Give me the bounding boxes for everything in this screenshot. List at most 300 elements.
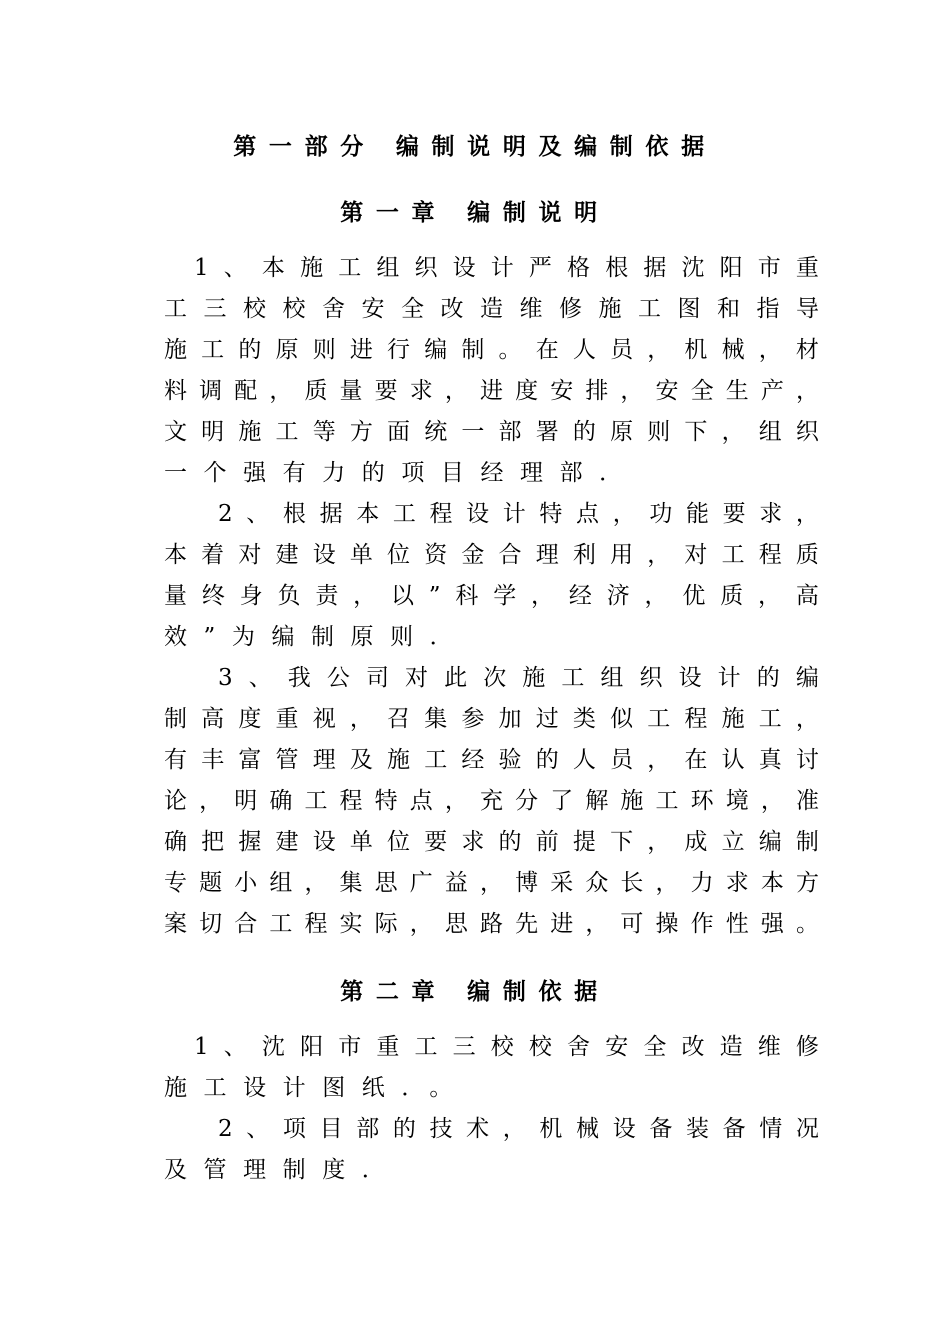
text-char: 部: [498, 419, 522, 445]
text-char: 建: [275, 542, 299, 568]
text-char: 员: [610, 747, 634, 773]
text-char: 重: [795, 255, 819, 281]
text-char: 量: [164, 583, 187, 609]
text-char: 市: [757, 255, 781, 281]
text-char: 合: [234, 911, 258, 937]
text-line: [164, 412, 819, 453]
text-char: 公: [326, 665, 350, 691]
text-char: 责: [315, 583, 339, 609]
text-char: 建: [275, 829, 299, 855]
chapter2-title-number: 第二章: [340, 978, 448, 1005]
text-char: 施: [522, 665, 546, 691]
text-line: [164, 904, 819, 945]
text-char: 握: [238, 829, 262, 855]
text-char: 管: [275, 747, 299, 773]
text-char: 量: [339, 378, 363, 404]
text-char: 改: [681, 1034, 705, 1060]
text-line: [164, 248, 819, 289]
text-char: 舍: [322, 296, 345, 322]
text-char: 加: [498, 706, 522, 732]
text-char: 案: [164, 911, 187, 937]
chapter1-paragraph1: [164, 248, 819, 494]
text-char: 丰: [201, 747, 225, 773]
text-char: 组: [269, 870, 293, 896]
text-char: 校: [528, 1034, 552, 1060]
text-char: 工: [647, 706, 671, 732]
text-char: 理: [535, 542, 559, 568]
text-char: 求: [461, 829, 485, 855]
text-char: 长: [620, 870, 644, 896]
text-char: 实: [339, 911, 363, 937]
text-char: 进: [349, 337, 373, 363]
text-char: 阳: [300, 1034, 324, 1060]
text-char: 质: [795, 542, 819, 568]
text-char: ，: [644, 583, 668, 609]
text-char: 技: [429, 1116, 453, 1142]
text-char: 高: [201, 706, 225, 732]
text-char: 解: [585, 788, 609, 814]
text-char: ，: [647, 829, 671, 855]
text-char: 工: [414, 1034, 438, 1060]
text-char: 程: [339, 788, 363, 814]
text-char: 讨: [795, 747, 819, 773]
text-char: 织: [639, 665, 663, 691]
text-char: 原: [610, 419, 634, 445]
text-char: 下: [610, 829, 634, 855]
text-char: 的: [238, 337, 262, 363]
text-line: [164, 371, 819, 412]
text-char: 全: [643, 1034, 667, 1060]
text-char: 类: [572, 706, 596, 732]
text-char: 环: [690, 788, 714, 814]
text-line: 一个强有力的项目经理部．: [164, 460, 639, 486]
text-char: 用: [610, 542, 634, 568]
text-char: 次: [483, 665, 507, 691]
text-char: 一: [461, 419, 485, 445]
text-char: ，: [349, 706, 373, 732]
text-char: 要: [424, 829, 448, 855]
text-char: 作: [690, 911, 714, 937]
text-char: 工: [758, 706, 782, 732]
text-char: 资: [424, 542, 448, 568]
text-char: 沈: [261, 1034, 285, 1060]
text-line: [164, 699, 819, 740]
text-char: 沈: [681, 255, 705, 281]
text-char: 本: [760, 870, 784, 896]
text-char: 验: [498, 747, 522, 773]
text-char: 修: [795, 1034, 819, 1060]
text-char: 理: [312, 747, 336, 773]
text-char: 可: [620, 911, 644, 937]
text-char: 施: [721, 706, 745, 732]
text-char: 、: [246, 501, 270, 527]
text-char: 施: [164, 337, 187, 363]
text-char: 根: [282, 501, 306, 527]
text-char: 根: [605, 255, 629, 281]
text-char: 认: [721, 747, 745, 773]
text-char: 则: [647, 419, 671, 445]
text-char: 专: [164, 870, 187, 896]
text-char: 组: [376, 255, 400, 281]
text-char: 严: [528, 255, 552, 281]
text-char: 程: [758, 542, 782, 568]
text-char: 明: [234, 788, 258, 814]
text-char: 进: [550, 911, 574, 937]
text-char: 求: [409, 378, 433, 404]
text-char: 真: [758, 747, 782, 773]
text-char: 设: [452, 255, 476, 281]
text-char: ，: [758, 583, 782, 609]
text-char: ”: [428, 583, 441, 609]
text-char: 思: [374, 870, 398, 896]
text-char: 1: [194, 255, 209, 281]
text-char: 似: [610, 706, 634, 732]
text-char: 图: [677, 296, 701, 322]
text-char: ，: [647, 337, 671, 363]
text-char: 程: [304, 911, 328, 937]
text-char: 求: [725, 870, 749, 896]
text-char: 经: [568, 583, 592, 609]
text-char: 施: [620, 788, 644, 814]
text-char: 此: [444, 665, 468, 691]
text-char: ，: [721, 419, 745, 445]
text-char: 经: [461, 747, 485, 773]
text-char: 前: [535, 829, 559, 855]
text-char: 据: [643, 255, 667, 281]
text-char: 工: [275, 419, 299, 445]
text-char: 进: [479, 378, 503, 404]
text-char: 校: [282, 296, 306, 322]
text-char: 特: [539, 501, 563, 527]
text-char: 校: [490, 1034, 514, 1060]
text-char: 点: [409, 788, 433, 814]
text-char: 人: [572, 747, 596, 773]
text-char: ，: [647, 747, 671, 773]
text-char: 格: [567, 255, 591, 281]
text-char: 1: [194, 1034, 209, 1060]
text-char: 特: [374, 788, 398, 814]
text-char: 质: [304, 378, 328, 404]
text-char: 、: [223, 255, 247, 281]
part-title-number: 第一部分: [233, 133, 376, 160]
text-char: 的: [535, 747, 559, 773]
text-char: ，: [795, 501, 819, 527]
text-char: 下: [684, 419, 708, 445]
text-char: 对: [405, 665, 429, 691]
text-line: [164, 1027, 819, 1068]
text-char: ，: [795, 706, 819, 732]
text-char: 学: [493, 583, 517, 609]
text-char: ，: [585, 911, 609, 937]
text-char: 配: [234, 378, 258, 404]
chapter2-title: [0, 973, 950, 1006]
text-line: [164, 289, 819, 330]
text-char: 2: [218, 1116, 233, 1142]
text-char: 位: [387, 542, 411, 568]
text-char: 重: [376, 1034, 400, 1060]
text-char: 金: [461, 542, 485, 568]
text-char: 。: [498, 337, 522, 363]
text-char: 司: [365, 665, 389, 691]
text-char: 施: [300, 255, 324, 281]
text-char: 众: [585, 870, 609, 896]
text-char: 召: [387, 706, 411, 732]
text-char: 三: [203, 296, 227, 322]
text-char: 工: [392, 501, 416, 527]
text-line: [164, 535, 819, 576]
text-char: 改: [440, 296, 464, 322]
text-char: 组: [758, 419, 782, 445]
text-char: 际: [374, 911, 398, 937]
text-char: ，: [353, 583, 377, 609]
chapter1-title: [0, 194, 950, 227]
text-char: 度: [238, 706, 262, 732]
text-char: ，: [612, 501, 636, 527]
text-char: ，: [199, 788, 223, 814]
text-char: 高: [795, 583, 819, 609]
text-char: 产: [760, 378, 784, 404]
text-char: 科: [455, 583, 479, 609]
text-char: 指: [756, 296, 780, 322]
text-char: 、: [248, 665, 272, 691]
chapter1-paragraph3: [164, 658, 819, 945]
text-char: 及: [349, 747, 373, 773]
text-char: 视: [312, 706, 336, 732]
text-char: 成: [684, 829, 708, 855]
text-char: 程: [429, 501, 453, 527]
text-char: 设: [612, 1116, 636, 1142]
text-char: 编: [795, 665, 819, 691]
text-char: 能: [685, 501, 709, 527]
part-title-text: 编制说明及编制依据: [395, 133, 717, 160]
text-char: 工: [269, 911, 293, 937]
text-line: 效”为编制原则．: [164, 624, 470, 650]
text-char: 设: [466, 501, 490, 527]
text-char: 据: [319, 501, 343, 527]
text-char: 参: [461, 706, 485, 732]
text-char: 施: [598, 296, 622, 322]
text-char: 济: [606, 583, 630, 609]
text-char: 对: [238, 542, 262, 568]
text-char: 工: [721, 542, 745, 568]
text-char: 在: [684, 747, 708, 773]
text-char: 的: [572, 419, 596, 445]
text-char: 计: [717, 665, 741, 691]
text-char: 分: [515, 788, 539, 814]
text-char: 项: [282, 1116, 306, 1142]
text-char: 了: [550, 788, 574, 814]
text-line: [164, 1109, 819, 1150]
text-char: ，: [647, 542, 671, 568]
text-char: 三: [452, 1034, 476, 1060]
text-char: 统: [424, 419, 448, 445]
text-char: 优: [682, 583, 706, 609]
text-char: 合: [498, 542, 522, 568]
text-char: 小: [234, 870, 258, 896]
text-char: 有: [164, 747, 187, 773]
text-char: 和: [717, 296, 740, 322]
text-char: 安: [655, 378, 679, 404]
chapter2-title-text: 编制依据: [467, 978, 610, 1005]
text-char: 本: [164, 542, 187, 568]
text-char: 立: [721, 829, 745, 855]
text-char: 广: [409, 870, 433, 896]
text-char: 方: [795, 870, 819, 896]
text-char: 2: [218, 501, 233, 527]
text-char: 明: [201, 419, 225, 445]
text-char: 编: [424, 337, 448, 363]
text-char: 我: [287, 665, 311, 691]
text-char: 着: [201, 542, 225, 568]
text-char: 重: [275, 706, 299, 732]
text-char: 安: [605, 1034, 629, 1060]
text-char: 阳: [719, 255, 743, 281]
text-char: 械: [721, 337, 745, 363]
text-line: [164, 330, 819, 371]
text-char: ，: [758, 337, 782, 363]
text-char: 工: [304, 788, 328, 814]
text-char: 署: [535, 419, 559, 445]
text-char: 题: [199, 870, 223, 896]
text-char: 以: [390, 583, 414, 609]
text-char: 行: [387, 337, 411, 363]
text-char: ，: [304, 870, 328, 896]
text-char: 确: [164, 829, 187, 855]
chapter1-paragraph2: [164, 494, 819, 658]
text-char: ，: [531, 583, 555, 609]
text-char: 充: [479, 788, 503, 814]
text-char: 导: [796, 296, 819, 322]
chapter1-title-number: 第一章: [340, 199, 448, 226]
text-char: 单: [349, 542, 373, 568]
text-char: 确: [269, 788, 293, 814]
chapter2-paragraph2: [164, 1109, 819, 1191]
text-char: 论: [164, 788, 187, 814]
text-char: 切: [199, 911, 223, 937]
text-line: 施工设计图纸．。: [164, 1075, 469, 1101]
text-char: 造: [480, 296, 503, 322]
text-char: ，: [444, 788, 468, 814]
text-char: 、: [246, 1116, 270, 1142]
text-char: 工: [201, 337, 225, 363]
text-char: 工: [424, 747, 448, 773]
text-char: 维: [519, 296, 543, 322]
text-char: 采: [550, 870, 574, 896]
text-char: 生: [725, 378, 749, 404]
text-char: ，: [502, 1116, 526, 1142]
text-char: 工: [338, 255, 362, 281]
text-char: 要: [722, 501, 746, 527]
text-line: [164, 822, 819, 863]
text-char: 装: [685, 1116, 709, 1142]
text-char: 组: [600, 665, 624, 691]
text-char: 在: [535, 337, 559, 363]
text-char: ，: [444, 378, 468, 404]
text-char: 况: [795, 1116, 819, 1142]
text-char: 文: [164, 419, 187, 445]
chapter1-title-text: 编制说明: [467, 199, 610, 226]
text-line: [164, 863, 819, 904]
text-char: 人: [572, 337, 596, 363]
text-char: 先: [515, 911, 539, 937]
text-char: 部: [356, 1116, 380, 1142]
text-char: 位: [387, 829, 411, 855]
text-char: 机: [539, 1116, 563, 1142]
text-char: 工: [638, 296, 661, 322]
text-char: 则: [312, 337, 336, 363]
text-char: 工: [655, 788, 679, 814]
text-char: 过: [535, 706, 559, 732]
text-char: 力: [690, 870, 714, 896]
text-char: 富: [238, 747, 262, 773]
text-char: 性: [725, 911, 749, 937]
chapter2-paragraph1: [164, 1027, 819, 1109]
text-char: 制: [461, 337, 485, 363]
text-char: 的: [498, 829, 522, 855]
text-char: 修: [559, 296, 582, 322]
text-char: 设: [678, 665, 702, 691]
text-char: 功: [649, 501, 673, 527]
text-char: 排: [585, 378, 609, 404]
text-char: 计: [502, 501, 526, 527]
text-char: 全: [690, 378, 714, 404]
text-char: 提: [572, 829, 596, 855]
text-char: 施: [387, 747, 411, 773]
text-char: 利: [572, 542, 596, 568]
text-char: 设: [312, 542, 336, 568]
text-char: 编: [758, 829, 782, 855]
text-char: 维: [757, 1034, 781, 1060]
text-char: 益: [444, 870, 468, 896]
text-char: 求: [759, 501, 783, 527]
text-char: 工: [561, 665, 585, 691]
text-char: 织: [795, 419, 819, 445]
text-char: 材: [795, 337, 819, 363]
text-char: 等: [312, 419, 336, 445]
text-char: 要: [374, 378, 398, 404]
text-char: 制: [164, 706, 187, 732]
text-char: 3: [218, 665, 233, 691]
text-line: [164, 658, 819, 699]
text-char: 点: [576, 501, 600, 527]
text-char: 的: [756, 665, 780, 691]
text-char: 本: [261, 255, 285, 281]
text-char: ，: [409, 911, 433, 937]
text-char: 对: [684, 542, 708, 568]
text-char: 安: [361, 296, 385, 322]
text-char: 计: [490, 255, 514, 281]
text-char: 本: [356, 501, 380, 527]
text-char: 集: [424, 706, 448, 732]
text-char: 。: [795, 911, 819, 937]
text-char: 员: [610, 337, 634, 363]
text-char: 方: [349, 419, 373, 445]
text-char: 博: [515, 870, 539, 896]
text-char: 思: [444, 911, 468, 937]
text-char: ，: [620, 378, 644, 404]
text-char: 情: [759, 1116, 783, 1142]
text-char: 的: [392, 1116, 416, 1142]
text-char: ，: [760, 788, 784, 814]
text-char: ，: [479, 870, 503, 896]
text-char: 调: [199, 378, 223, 404]
text-char: ，: [795, 378, 819, 404]
text-char: 机: [684, 337, 708, 363]
text-char: 集: [339, 870, 363, 896]
text-char: 施: [238, 419, 262, 445]
text-char: 终: [201, 583, 225, 609]
text-char: 路: [479, 911, 503, 937]
